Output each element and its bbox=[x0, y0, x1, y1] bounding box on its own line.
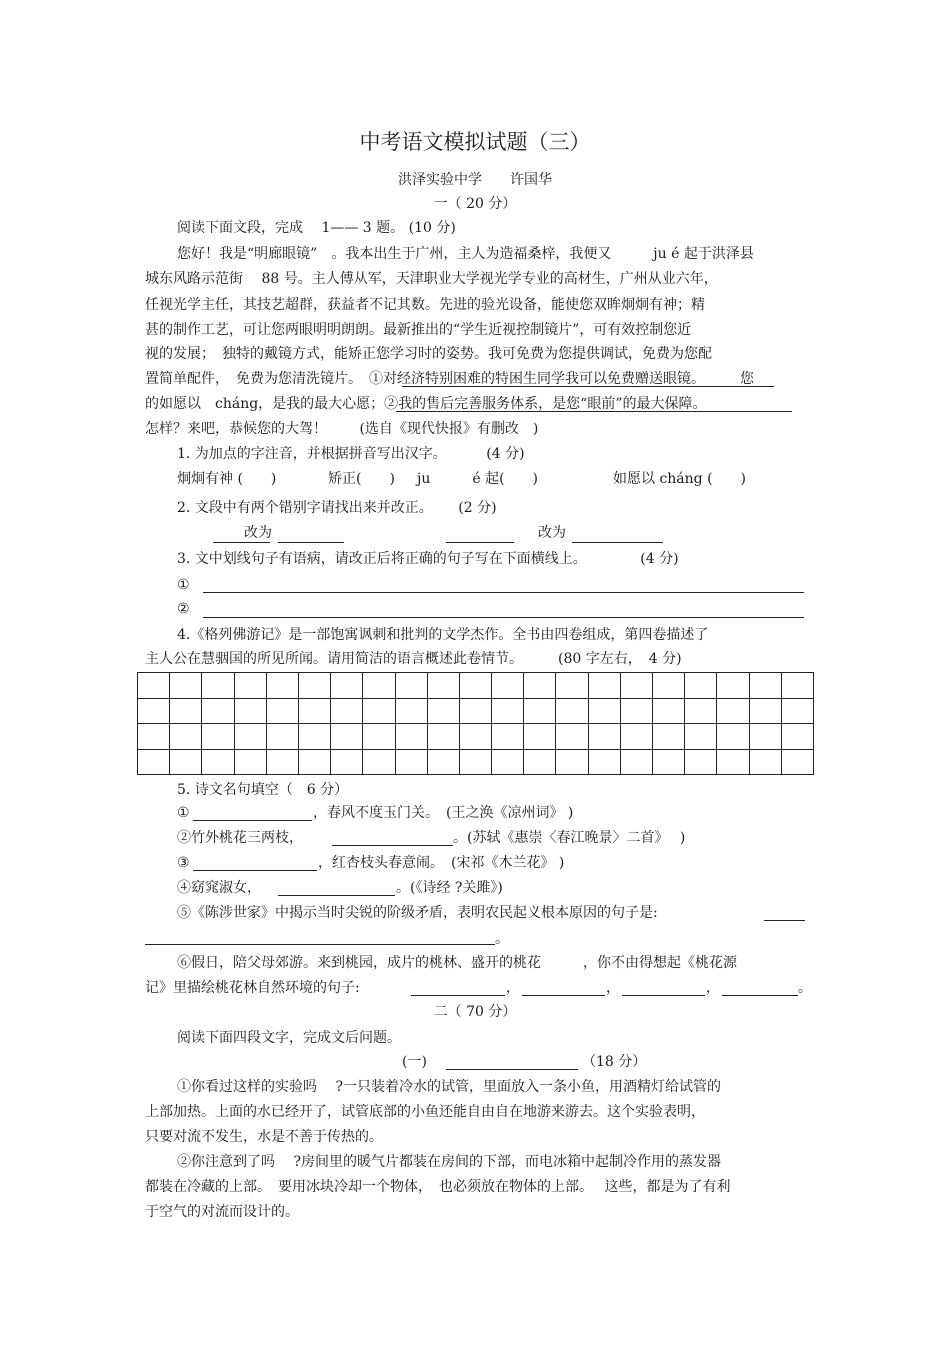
grid-cell[interactable] bbox=[588, 698, 620, 724]
paragraph-line: 于空气的对流而设计的。 bbox=[145, 1204, 299, 1220]
question-2: 2. 文段中有两个错别字请找出来并改正。 (2 分) bbox=[177, 500, 497, 516]
grid-cell[interactable] bbox=[588, 724, 620, 750]
section-label: (一) bbox=[402, 1054, 427, 1070]
grid-cell[interactable] bbox=[556, 673, 588, 699]
separator: ， bbox=[706, 980, 720, 996]
grid-cell[interactable] bbox=[620, 724, 652, 750]
question-4: 4.《格列佛游记》是一部饱寓讽刺和批判的文学杰作。全书由四卷组成，第四卷描述了 bbox=[177, 627, 709, 643]
grid-cell[interactable] bbox=[363, 749, 395, 775]
grid-cell[interactable] bbox=[749, 724, 781, 750]
grid-cell[interactable] bbox=[266, 698, 298, 724]
answer-blank[interactable] bbox=[411, 995, 505, 996]
grid-cell[interactable] bbox=[331, 673, 363, 699]
poem-line: 。(苏轼《惠崇〈春江晚景〉二首》 ) bbox=[453, 830, 686, 846]
grid-cell[interactable] bbox=[556, 724, 588, 750]
pinyin-item: ju é 起( ) bbox=[417, 471, 539, 487]
answer-line[interactable] bbox=[203, 592, 804, 593]
grid-cell[interactable] bbox=[234, 673, 266, 699]
grid-cell[interactable] bbox=[170, 673, 202, 699]
grid-cell[interactable] bbox=[524, 673, 556, 699]
grid-cell[interactable] bbox=[202, 673, 234, 699]
poem-line: ⑥假日，陪父母郊游。来到桃园，成片的桃林、盛开的桃花 ，你不由得想起《桃花源 bbox=[177, 955, 737, 971]
grid-cell[interactable] bbox=[331, 724, 363, 750]
passage-line: 的如愿以 cháng，是我的最大心愿；②我的售后完善服务体系，是您“眼前”的最大保障。 bbox=[145, 396, 707, 412]
answer-blank[interactable] bbox=[572, 542, 663, 543]
grid-cell[interactable] bbox=[170, 698, 202, 724]
answer-blank[interactable] bbox=[764, 920, 805, 921]
passage-line: 任视光学主任，其技艺超群，获益者不记其数。先进的验光设备，能使您双眸炯炯有神；精 bbox=[145, 297, 705, 313]
grid-cell[interactable] bbox=[427, 698, 459, 724]
grid-cell[interactable] bbox=[298, 673, 330, 699]
grid-cell[interactable] bbox=[459, 749, 491, 775]
answer-blank[interactable] bbox=[213, 542, 270, 543]
passage-line: 视的发展； 独特的戴镜方式，能矫正您学习时的姿势。我可免费为您提供调试，免费为您配 bbox=[145, 346, 712, 362]
part2-header: 二（ 70 分） bbox=[433, 1004, 517, 1020]
grid-cell[interactable] bbox=[170, 724, 202, 750]
grid-cell[interactable] bbox=[459, 673, 491, 699]
grid-cell[interactable] bbox=[524, 698, 556, 724]
grid-cell[interactable] bbox=[202, 724, 234, 750]
poem-line: ，红杏枝头春意闹。 (宋祁《木兰花》 ) bbox=[318, 855, 565, 871]
grid-cell[interactable] bbox=[138, 749, 170, 775]
grid-cell[interactable] bbox=[492, 749, 524, 775]
grid-cell[interactable] bbox=[492, 673, 524, 699]
passage-line: 您好！我是“明廊眼镜” 。我本出生于广州，主人为造福桑梓，我便又 ju é 起于洪泽县 bbox=[177, 246, 754, 262]
grid-cell[interactable] bbox=[427, 724, 459, 750]
page-title: 中考语文模拟试题（三） bbox=[359, 130, 591, 154]
grid-cell[interactable] bbox=[685, 724, 717, 750]
grid-cell[interactable] bbox=[749, 673, 781, 699]
answer-blank[interactable] bbox=[145, 944, 495, 945]
answer-blank[interactable] bbox=[278, 542, 344, 543]
part1-header: 一（ 20 分） bbox=[433, 196, 517, 212]
grid-cell[interactable] bbox=[588, 673, 620, 699]
poem-line: ⑤《陈涉世家》中揭示当时尖锐的阶级矛盾，表明农民起义根本原因的句子是: bbox=[177, 905, 658, 921]
grid-cell[interactable] bbox=[266, 724, 298, 750]
grid-cell[interactable] bbox=[653, 698, 685, 724]
grid-cell[interactable] bbox=[492, 724, 524, 750]
paragraph-line: 只要对流不发生，水是不善于传热的。 bbox=[145, 1129, 383, 1145]
grid-cell[interactable] bbox=[459, 698, 491, 724]
title-blank[interactable] bbox=[446, 1069, 578, 1070]
passage-line: 怎样？来吧，恭候您的大驾！ (选自《现代快报》有删改 ) bbox=[145, 421, 539, 437]
grid-cell[interactable] bbox=[395, 698, 427, 724]
part2-intro: 阅读下面四段文字，完成文后问题。 bbox=[177, 1030, 401, 1046]
sentence-underline bbox=[402, 386, 774, 387]
answer-blank[interactable] bbox=[332, 845, 453, 846]
grid-cell[interactable] bbox=[202, 749, 234, 775]
answer-blank[interactable] bbox=[278, 895, 395, 896]
poem-line: 记》里描绘桃花林自然环境的句子: bbox=[145, 980, 360, 996]
grid-cell[interactable] bbox=[363, 724, 395, 750]
grid-cell[interactable] bbox=[653, 724, 685, 750]
passage-line: 城东风路示范街 88 号。主人傅从军，天津职业大学视光学专业的高材生，广州从业六年， bbox=[145, 271, 718, 287]
grid-cell[interactable] bbox=[266, 749, 298, 775]
grid-cell[interactable] bbox=[781, 749, 813, 775]
answer-blank[interactable] bbox=[622, 995, 705, 996]
answer-blank[interactable] bbox=[522, 995, 605, 996]
question-3: 3. 文中划线句子有语病，请改正后将正确的句子写在下面横线上。 (4 分) bbox=[177, 551, 679, 567]
part1-intro: 阅读下面文段，完成 1—— 3 题。 (10 分) bbox=[177, 220, 456, 236]
line-number: ① bbox=[177, 805, 190, 821]
passage-line: 甚的制作工艺，可让您两眼明明朗朗。最新推出的“学生近视控制镜片”，可有效控制您近 bbox=[145, 322, 692, 338]
question-4-cont: 主人公在慧骃国的所见所闻。请用简洁的语言概述此卷情节。 (80 字左右， 4 分) bbox=[145, 651, 682, 667]
grid-cell[interactable] bbox=[234, 724, 266, 750]
grid-cell[interactable] bbox=[202, 698, 234, 724]
grid-cell[interactable] bbox=[653, 673, 685, 699]
question-1: 1. 为加点的字注音，并根据拼音写出汉字。 (4 分) bbox=[177, 446, 525, 462]
grid-cell[interactable] bbox=[298, 749, 330, 775]
answer-blank[interactable] bbox=[193, 870, 317, 871]
answer-blank[interactable] bbox=[722, 995, 798, 996]
sentence-underline bbox=[396, 411, 792, 412]
grid-cell[interactable] bbox=[749, 749, 781, 775]
grid-cell[interactable] bbox=[395, 673, 427, 699]
grid-cell[interactable] bbox=[138, 698, 170, 724]
grid-cell[interactable] bbox=[556, 749, 588, 775]
grid-cell[interactable] bbox=[717, 698, 749, 724]
pinyin-item: 矫正( ) bbox=[328, 471, 395, 487]
paragraph-line: 上部加热。上面的水已经开了，试管底部的小鱼还能自由自在地游来游去。这个实验表明， bbox=[145, 1104, 705, 1120]
question-5: 5. 诗文名句填空（ 6 分） bbox=[177, 782, 349, 798]
grid-cell[interactable] bbox=[138, 724, 170, 750]
grid-cell[interactable] bbox=[395, 749, 427, 775]
grid-cell[interactable] bbox=[749, 698, 781, 724]
grid-cell[interactable] bbox=[685, 673, 717, 699]
line-number: ③ bbox=[177, 855, 190, 871]
poem-line: ，春风不度玉门关。 (王之涣《凉州词》 ) bbox=[313, 805, 574, 821]
paragraph-line: ②你注意到了吗 ?房间里的暖气片都装在房间的下部，而电冰箱中起制冷作用的蒸发器 bbox=[177, 1154, 721, 1170]
grid-cell[interactable] bbox=[781, 724, 813, 750]
line-number: ① bbox=[177, 577, 190, 593]
paragraph-line: ①你看过这样的实验吗 ?一只装着冷水的试管，里面放入一条小鱼，用酒精灯给试管的 bbox=[177, 1079, 721, 1095]
grid-cell[interactable] bbox=[620, 673, 652, 699]
gaizheng-label: 改为 bbox=[538, 525, 566, 541]
line-number: ② bbox=[177, 601, 190, 617]
grid-cell[interactable] bbox=[298, 724, 330, 750]
paragraph-line: 都装在冷藏的上部。 要用冰块冷却一个物体， 也必须放在物体的上部。 这些，都是为了有利 bbox=[145, 1179, 731, 1195]
grid-cell[interactable] bbox=[234, 698, 266, 724]
poem-line: ④窈窕淑女， bbox=[177, 880, 261, 896]
grid-cell[interactable] bbox=[620, 698, 652, 724]
grid-cell[interactable] bbox=[395, 724, 427, 750]
grid-cell[interactable] bbox=[427, 673, 459, 699]
grid-cell[interactable] bbox=[653, 749, 685, 775]
grid-cell[interactable] bbox=[685, 698, 717, 724]
gaizheng-label: 改为 bbox=[244, 525, 272, 541]
poem-line: 。 bbox=[495, 931, 509, 947]
separator: ， bbox=[606, 980, 620, 996]
grid-cell[interactable] bbox=[427, 749, 459, 775]
grid-cell[interactable] bbox=[298, 698, 330, 724]
grid-cell[interactable] bbox=[524, 749, 556, 775]
grid-cell[interactable] bbox=[556, 698, 588, 724]
grid-cell[interactable] bbox=[717, 673, 749, 699]
grid-cell[interactable] bbox=[781, 698, 813, 724]
grid-cell[interactable] bbox=[717, 749, 749, 775]
section-score: （18 分） bbox=[582, 1054, 647, 1070]
grid-cell[interactable] bbox=[138, 673, 170, 699]
grid-cell[interactable] bbox=[459, 724, 491, 750]
poem-line: 。(《诗经 ?关雎》) bbox=[396, 880, 503, 896]
grid-cell[interactable] bbox=[331, 749, 363, 775]
grid-cell[interactable] bbox=[363, 698, 395, 724]
passage-line: 置简单配件， 免费为您清洗镜片。 ①对经济特别困难的特困生同学我可以免费赠送眼镜。 您 bbox=[145, 371, 754, 387]
grid-cell[interactable] bbox=[620, 749, 652, 775]
grid-cell[interactable] bbox=[524, 724, 556, 750]
answer-blank[interactable] bbox=[193, 820, 312, 821]
poem-line: ②竹外桃花三两枝， bbox=[177, 830, 303, 846]
answer-blank[interactable] bbox=[446, 542, 514, 543]
byline: 洪泽实验中学 许国华 bbox=[398, 172, 552, 188]
grid-cell[interactable] bbox=[266, 673, 298, 699]
grid-cell[interactable] bbox=[588, 749, 620, 775]
answer-line[interactable] bbox=[203, 617, 804, 618]
writing-grid[interactable] bbox=[137, 672, 814, 775]
separator: ， bbox=[506, 980, 520, 996]
grid-cell[interactable] bbox=[717, 724, 749, 750]
separator: 。 bbox=[798, 980, 812, 996]
grid-cell[interactable] bbox=[492, 698, 524, 724]
pinyin-item: 如愿以 cháng ( ) bbox=[613, 471, 747, 487]
grid-cell[interactable] bbox=[781, 673, 813, 699]
grid-cell[interactable] bbox=[685, 749, 717, 775]
grid-cell[interactable] bbox=[234, 749, 266, 775]
grid-cell[interactable] bbox=[363, 673, 395, 699]
grid-cell[interactable] bbox=[331, 698, 363, 724]
pinyin-item: 炯炯有神 ( ) bbox=[177, 471, 277, 487]
grid-cell[interactable] bbox=[170, 749, 202, 775]
